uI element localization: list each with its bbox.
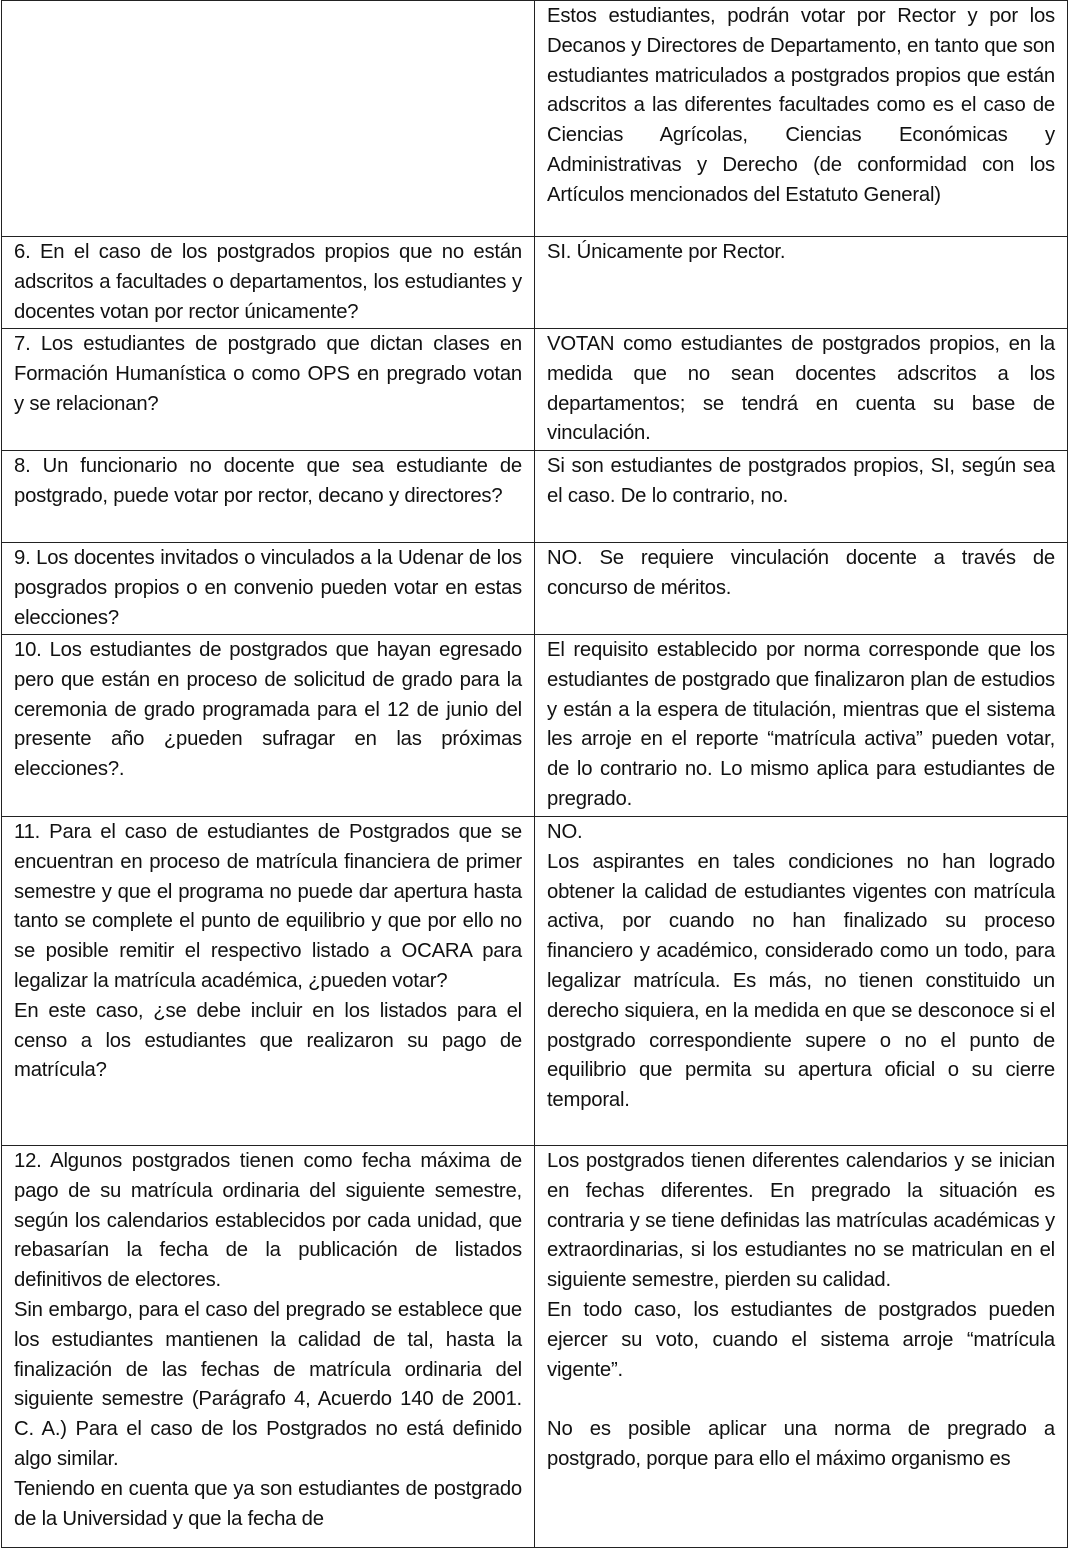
question-text: 9. Los docentes invitados o vinculados a la Udenar de los posgrados propios o en convenio pueden votar en estas elecciones?	[14, 547, 522, 629]
answer-cell	[535, 1, 1068, 237]
answer-cell	[535, 1146, 1068, 1548]
question-cell	[2, 1146, 535, 1548]
question-cell	[2, 543, 535, 635]
question-cell	[2, 817, 535, 1146]
answer-cell	[535, 237, 1068, 329]
answer-text: El requisito establecido por norma corresponde que los estudiantes de postgrado que finalizaron plan de estudios y están a la espera de titulación, mientras que el sistema les arroje en el reporte “matrícula activa” pueden votar, de lo contrario no. Lo mismo aplica para estudiantes de pregrado.	[547, 639, 1055, 810]
question-cell	[2, 635, 535, 817]
question-cell	[2, 329, 535, 451]
qa-table	[1, 0, 1068, 1548]
table-row	[2, 817, 1068, 1146]
question-text: Teniendo en cuenta que ya son estudiantes de postgrado de la Universidad y que la fecha de	[14, 1477, 522, 1530]
question-text: 11. Para el caso de estudiantes de Postgrados que se encuentran en proceso de matrícula financiera de primer semestre y que el programa no puede dar apertura hasta tanto se complete el punto de equilibrio y que por ello no se posible remitir el respectivo listado a OCARA para legalizar la matrícula académica, ¿pueden votar?	[14, 821, 522, 992]
answer-text: No es posible aplicar una norma de pregrado a postgrado, porque para ello el máximo organismo es	[547, 1418, 1055, 1470]
question-cell	[2, 237, 535, 329]
question-text: En este caso, ¿se debe incluir en los listados para el censo a los estudiantes que realizaron su pago de matrícula?	[14, 999, 522, 1082]
answer-text: NO. Se requiere vinculación docente a través de concurso de méritos.	[547, 547, 1055, 599]
question-text: 8. Un funcionario no docente que sea estudiante de postgrado, puede votar por rector, decano y directores?	[14, 455, 522, 507]
question-text: 12. Algunos postgrados tienen como fecha máxima de pago de su matrícula ordinaria del siguiente semestre, según los calendarios establecidos por cada unidad, que rebasarían la fecha de la publicación de listados definitivos de electores.	[14, 1150, 522, 1292]
answer-text: Los postgrados tienen diferentes calendarios y se inician en fechas diferentes. En pregrado la situación es contraria y se tiene definidas las matrículas académicas y extraordinarias, si los estudiantes no se matriculan en el siguiente semestre, pierden su calidad.	[547, 1150, 1055, 1292]
answer-text: VOTAN como estudiantes de postgrados propios, en la medida que no sean docentes adscritos a los departamentos; se tendrá en cuenta su base de vinculación.	[547, 333, 1055, 445]
table-row	[2, 1146, 1068, 1548]
table-row	[2, 451, 1068, 543]
answer-text: NO.	[547, 821, 583, 843]
answer-text: SI. Únicamente por Rector.	[547, 241, 786, 263]
question-cell	[2, 1, 535, 237]
answer-cell	[535, 817, 1068, 1146]
table-row	[2, 1, 1068, 237]
question-cell	[2, 451, 535, 543]
answer-cell	[535, 635, 1068, 817]
answer-text: Estos estudiantes, podrán votar por Rector y por los Decanos y Directores de Departamento, en tanto que son estudiantes matriculados a postgrados propios que están adscritos a las diferentes facultades como es el caso de Ciencias Agrícolas, Ciencias Económicas y Administrativas y Derecho (de conformidad con los Artículos mencionados del Estatuto General)	[547, 5, 1055, 206]
question-text: 6. En el caso de los postgrados propios que no están adscritos a facultades o departamentos, los estudiantes y docentes votan por rector únicamente?	[14, 241, 522, 323]
table-row	[2, 329, 1068, 451]
table-row	[2, 635, 1068, 817]
question-text: Sin embargo, para el caso del pregrado se establece que los estudiantes mantienen la calidad de tal, hasta la finalización de las fechas de matrícula ordinaria del siguiente semestre (Parágrafo 4, Acuerdo 140 de 2001. C. A.) Para el caso de los Postgrados no está definido algo similar.	[14, 1298, 522, 1470]
answer-text: Si son estudiantes de postgrados propios, SI, según sea el caso. De lo contrario, no.	[547, 455, 1055, 507]
answer-text: Los aspirantes en tales condiciones no han logrado obtener la calidad de estudiantes vigentes con matrícula activa, por cuando no han finalizado su proceso financiero y académico, considerado como un todo, para legalizar matrícula. Es más, no tienen constituido un derecho siquiera, en la medida en que se desconoce si el postgrado correspondiente supere o no el punto de equilibrio que permita su apertura oficial o su cierre temporal.	[547, 850, 1055, 1112]
answer-cell	[535, 543, 1068, 635]
question-text: 7. Los estudiantes de postgrado que dictan clases en Formación Humanística o como OPS en pregrado votan y se relacionan?	[14, 333, 522, 415]
answer-cell	[535, 329, 1068, 451]
answer-text: En todo caso, los estudiantes de postgrados pueden ejercer su voto, cuando el sistema arroje “matrícula vigente”.	[547, 1298, 1055, 1381]
answer-cell	[535, 451, 1068, 543]
table-row	[2, 237, 1068, 329]
table-row	[2, 543, 1068, 635]
question-text: 10. Los estudiantes de postgrados que hayan egresado pero que están en proceso de solicitud de grado para la ceremonia de grado programada para el 12 de junio del presente año ¿pueden sufragar en las próximas elecciones?.	[14, 639, 522, 781]
